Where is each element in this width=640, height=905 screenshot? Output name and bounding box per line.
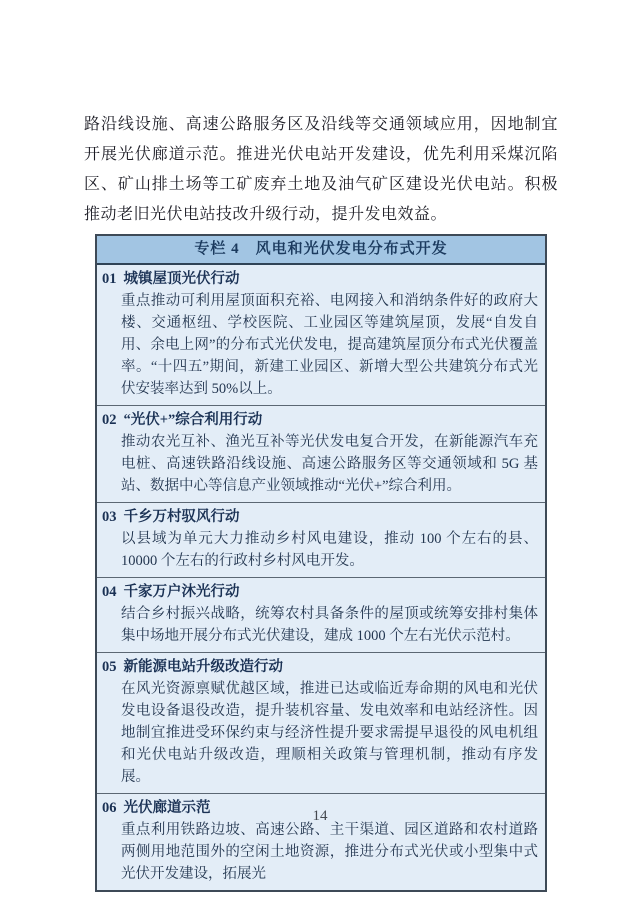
page-number: 14: [312, 808, 328, 824]
column-box-body: [97, 265, 545, 890]
section-number: 06: [102, 800, 117, 816]
section-content: 结合乡村振兴战略，统筹农村具备条件的屋顶或统筹安排村集体集中场地开展分布式光伏建设，建成 1000 个左右光伏示范村。: [121, 606, 538, 644]
section-title-text: 光伏廊道示范: [123, 800, 211, 816]
section-title-text: 城镇屋顶光伏行动: [123, 271, 240, 287]
section-title: [102, 656, 538, 678]
section-title-text: 千乡万村驭风行动: [123, 509, 240, 525]
section-number: 01: [102, 271, 117, 287]
section-content: 重点利用铁路边坡、高速公路、主干渠道、园区道路和农村道路两侧用地范围外的空闲土地资源，推进分布式光伏或小型集中式光伏开发建设，拓展光: [121, 822, 538, 882]
section-title: [102, 581, 538, 603]
section-title: [102, 268, 538, 290]
section-number: 04: [102, 584, 117, 600]
section-title-text: “光伏+”综合利用行动: [123, 412, 263, 428]
section-title-text: 千家万户沐光行动: [123, 584, 240, 600]
column-box-title: 专栏 4 风电和光伏发电分布式开发: [97, 236, 545, 265]
box-section-05: [97, 652, 545, 793]
section-number: 03: [102, 509, 117, 525]
section-title: [102, 409, 538, 431]
section-number: 02: [102, 412, 117, 428]
section-content: 以县域为单元大力推动乡村风电建设，推动 100 个左右的县、10000 个左右的行政村乡村风电开发。: [121, 531, 538, 569]
body-paragraph: 路沿线设施、高速公路服务区及沿线等交通领域应用，因地制宜开展光伏廊道示范。推进光伏电站开发建设，优先利用采煤沉陷区、矿山排土场等工矿废弃土地及油气矿区建设光伏电站。积极推动老旧光伏电站技改升级行动，提升发电效益。: [84, 116, 558, 223]
section-content: 重点推动可利用屋顶面积充裕、电网接入和消纳条件好的政府大楼、交通枢纽、学校医院、工业园区等建筑屋顶，发展“自发自用、余电上网”的分布式光伏发电，提高建筑屋顶分布式光伏覆盖率。“十四五”期间，新建工业园区、新增大型公共建筑分布式光伏安装率达到 50%以上。: [121, 293, 538, 397]
box-section-01: [97, 265, 545, 405]
section-number: 05: [102, 659, 117, 675]
box-section-02: [97, 405, 545, 502]
section-title: [102, 506, 538, 528]
box-section-04: [97, 577, 545, 652]
column-box-4: [95, 234, 547, 892]
section-content: 推动农光互补、渔光互补等光伏发电复合开发，在新能源汽车充电桩、高速铁路沿线设施、高速公路服务区等交通领域和 5G 基站、数据中心等信息产业领域推动“光伏+”综合利用。: [121, 434, 538, 494]
box-section-03: [97, 502, 545, 577]
section-content: 在风光资源禀赋优越区域，推进已达或临近寿命期的风电和光伏发电设备退役改造，提升装机容量、发电效率和电站经济性。因地制宜推进受环保约束与经济性提升要求需提早退役的风电机组和光伏电站升级改造，理顺相关政策与管理机制，推动有序发展。: [121, 681, 538, 785]
section-title-text: 新能源电站升级改造行动: [123, 659, 283, 675]
